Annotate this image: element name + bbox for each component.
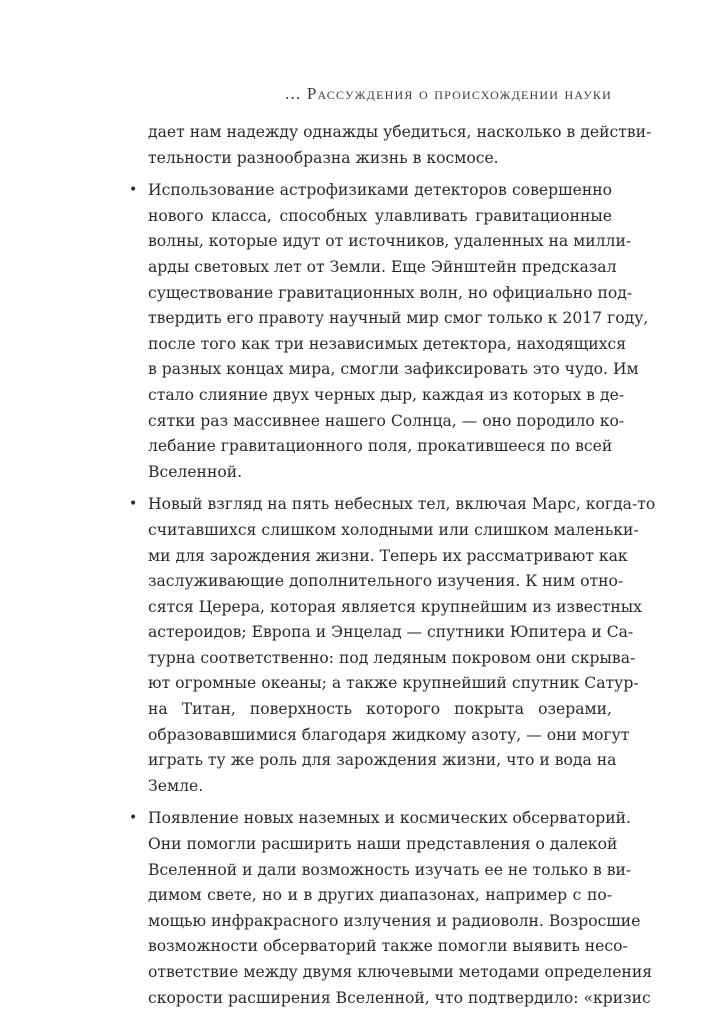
text-line: скорости расширения Вселенной, что подтвердило: «кризис	[148, 988, 651, 1007]
paragraph	[148, 120, 652, 171]
bullet-item	[129, 492, 656, 799]
text-line: мощью инфракрасного излучения и радиоволн. Возросшие	[148, 911, 641, 930]
text-line: ответствие между двумя ключевыми методами определения	[148, 963, 653, 981]
text-line: после того как три независимых детектора, находящихся	[148, 334, 627, 353]
text-line: турна соответственно: под ледяным покровом они скрыва-	[148, 648, 636, 667]
text-line: арды световых лет от Земли. Еще Эйнштейн предсказал	[148, 257, 617, 276]
page-body	[129, 120, 656, 1018]
text-line: ми для зарождения жизни. Теперь их рассматривают как	[148, 546, 628, 565]
text-line: на Титан, поверхность которого покрыта озерами,	[148, 700, 612, 719]
bullet-item	[129, 806, 653, 1011]
text-line: Использование астрофизиками детекторов совершенно	[148, 181, 612, 200]
text-line: Вселенной и дали возможность изучать ее не только в ви-	[148, 860, 632, 879]
text-line: считавшихся слишком холодными или слишком маленьки-	[148, 520, 639, 539]
text-line: Земле.	[148, 776, 204, 795]
text-line: Они помогли расширить наши представления о далекой	[148, 835, 618, 854]
text-line: сятки раз массивнее нашего Солнца, — оно породило ко-	[148, 411, 625, 430]
bullet-icon: •	[129, 182, 138, 199]
bullet-item	[129, 178, 649, 485]
text-line: Новый взгляд на пять небесных тел, включая Марс, когда-то	[148, 495, 656, 514]
text-line: лебание гравитационного поля, прокатившееся по всей	[148, 437, 613, 456]
text-line: Вселенной.	[148, 462, 243, 481]
text-line: образовавшимися благодаря жидкому азоту, — они могут	[148, 725, 630, 744]
text-line: нового класса, способных улавливать гравитационные	[148, 206, 612, 225]
bullet-icon: •	[129, 810, 138, 827]
text-line: существование гравитационных волн, но официально под-	[148, 283, 633, 302]
text-line: в разных концах мира, смогли зафиксировать это чудо. Им	[148, 360, 639, 379]
bullet-icon: •	[129, 496, 138, 513]
text-line: волны, которые идут от источников, удаленных на милли-	[148, 232, 632, 251]
text-line: астероидов; Европа и Энцелад — спутники Юпитера и Са-	[148, 623, 634, 642]
text-line: твердить его правоту научный мир смог только к 2017 году,	[148, 309, 649, 328]
text-line: возможности обсерваторий также помогли выявить несо-	[148, 937, 628, 956]
text-line: играть ту же роль для зарождения жизни, что и вода на	[148, 751, 617, 770]
text-line: димом свете, но и в других диапазонах, например с по-	[148, 886, 612, 905]
text-line: ют огромные океаны; а также крупнейший спутник Сатур-	[148, 674, 639, 693]
text-line: тельности разнообразна жизнь в космосе.	[148, 148, 499, 167]
text-line: Появление новых наземных и космических обсерваторий.	[148, 809, 631, 828]
text-line: заслуживающие дополнительного изучения. К ним отно-	[148, 572, 624, 591]
text-line: сятся Церера, которая является крупнейшим из известных	[148, 597, 642, 616]
running-header: ... Рассуждения о происхождении науки	[285, 84, 612, 103]
text-line: дает нам надежду однажды убедиться, насколько в действи-	[148, 123, 652, 141]
text-line: стало слияние двух черных дыр, каждая из которых в де-	[148, 385, 625, 404]
